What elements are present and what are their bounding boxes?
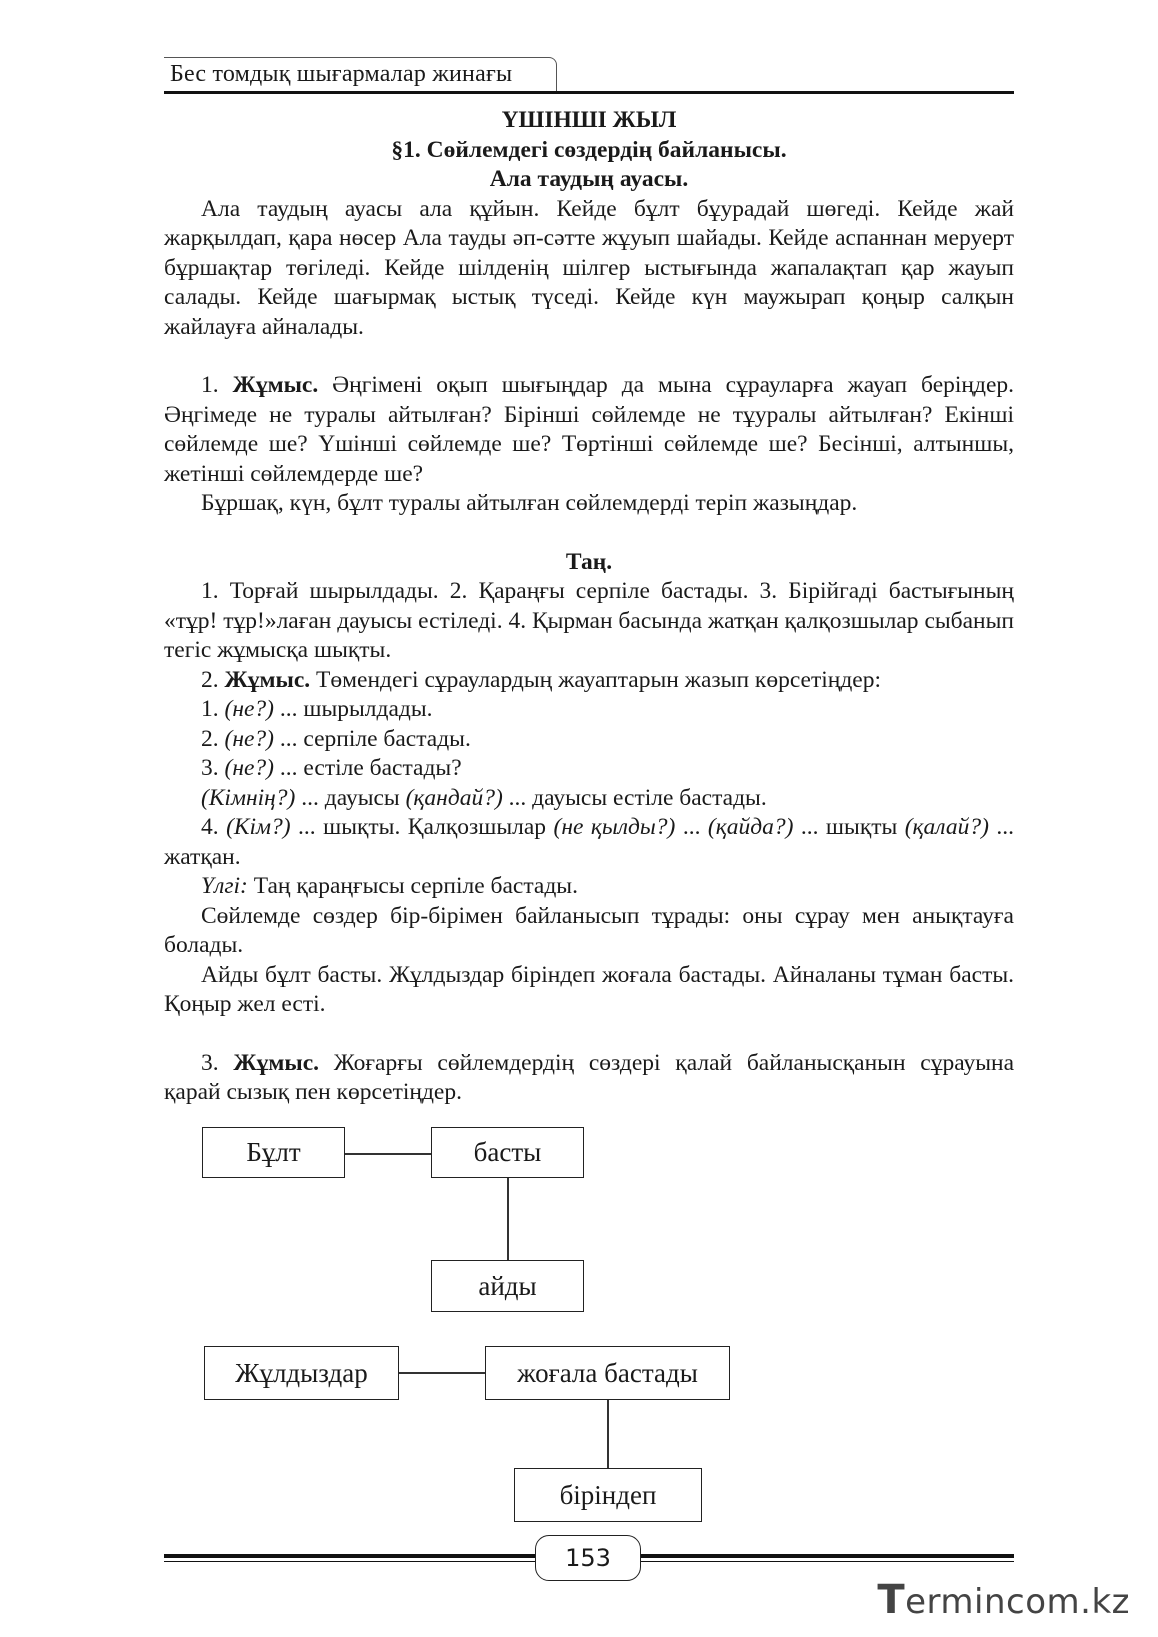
rule-paragraph: Сөйлемде сөздер бір-бірімен байланысып тұрады: оны сұрау мен анықтауға болады. [164,902,1014,958]
connector-bult-basty [344,1153,432,1155]
box-bult: Бұлт [202,1127,345,1178]
footer-rule-right-thin [638,1561,1014,1562]
page-number: 153 [535,1535,641,1581]
box-birindep: біріндеп [514,1468,702,1522]
task3-label: Жұмыс. [233,1049,320,1076]
example [164,872,1014,902]
box-juldyzdar: Жұлдыздар [204,1346,399,1400]
example-label: Үлгі: [201,873,248,899]
question-3-extra: (Кімнің?) ... дауысы (қандай?) ... дауысы естіле бастады. [201,784,767,811]
watermark-logo: Termincom.kz [877,1577,1130,1623]
connector-juldyzdar-jogala [398,1372,486,1374]
story-title: Ала таудың ауасы. [489,166,689,192]
task1-num: 1. [201,372,219,398]
footer-rule-left-thin [164,1561,536,1562]
year-heading: ҮШІНШІ ЖЫЛ [501,107,677,133]
question-4: 4. (Кім?) ... шықты. Қалқозшылар (не қылды?) ... (қайда?) ... шықты (қалай?) ... жатқан. [164,814,1014,870]
footer-rule-right [638,1554,1014,1558]
task1-label: Жұмыс. [232,372,319,398]
question-3: 3. (не?) ... естіле бастады? [201,755,462,781]
question-2: 2. (не?) ... серпіле бастады. [201,725,471,752]
dawn-title: Таң. [565,548,613,575]
sentences-paragraph: Айды бұлт басты. Жұлдыздар біріндеп жоғала бастады. Айналаны тұман басты. Қоңыр жел есті. [164,961,1014,1017]
box-aidy: айды [431,1260,584,1312]
box-jogala-bastady: жоғала бастады [485,1346,730,1400]
task1-paragraph [164,371,1014,489]
task2-num: 2. [201,666,219,693]
book-title: Бес томдық шығармалар жинағы [170,61,513,87]
section-heading: §1. Сөйлемдегі сөздердің байланысы. [391,136,787,163]
dawn-paragraph: 1. Торғай шырылдады. 2. Қараңғы серпіле бастады. 3. Бірійгаді бастығының «тұр! тұр!»лаған дауысы естіледі. 4. Қырман басында жатқан қалқозшылар сыбанып тегіс жұмысқа шықты. [164,578,1014,663]
task3-num: 3. [201,1049,219,1076]
task3-text: Жоғарғы сөйлемдердің сөздері қалай байланысқанын сұрауына қарай сызық пен көрсетіңдер. [164,1049,1015,1105]
task2-text: Төмендегі сұраулардың жауаптарын жазып көрсетіңдер: [310,666,882,693]
connector-basty-aidy [507,1178,509,1260]
story-paragraph: Ала таудың ауасы ала құйын. Кейде бұлт бұурадай шөгеді. Кейде жай жарқылдап, қара нөсер Ала тауды әп-сәтте жұуып шайады. Кейде аспаннан меруерт бұршақтар төгіледі. Кейде шілденің шілгер ыстығында жапалақтап қар жауып салады. Кейде шағырмақ ыстық түседі. Кейде күн маужырап қоңыр салқын жайлауға айналады. [164,195,1014,340]
task1-text: Әңгімені оқып шығыңдар да мына сұрауларға жауап беріңдер. Әңгімеде не туралы айтылған? Бірінші сөйлемде не тұуралы айтылған? Екінші сөйлемде ше? Үшінші сөйлемде ше? Төртінші сөйлемде ше? Бесінші, алтыншы, жетінші сөйлемдерде ше? [164,372,1014,487]
box-basty: басты [431,1127,584,1178]
footer-rule-left [164,1554,536,1558]
task1-note: Бұршақ, күн, бұлт туралы айтылған сөйлемдерді теріп жазыңдар. [201,490,858,516]
page-content [164,106,1014,1108]
connector-jogala-birindep [607,1398,609,1468]
task2-paragraph [164,666,1014,696]
header-rule [164,91,1014,94]
example-text: Таң қараңғысы серпіле бастады. [247,873,578,899]
task3-paragraph [164,1049,1014,1108]
question-1: 1. (не?) ... шырылдады. [201,696,433,722]
task2-label: Жұмыс. [224,666,311,693]
